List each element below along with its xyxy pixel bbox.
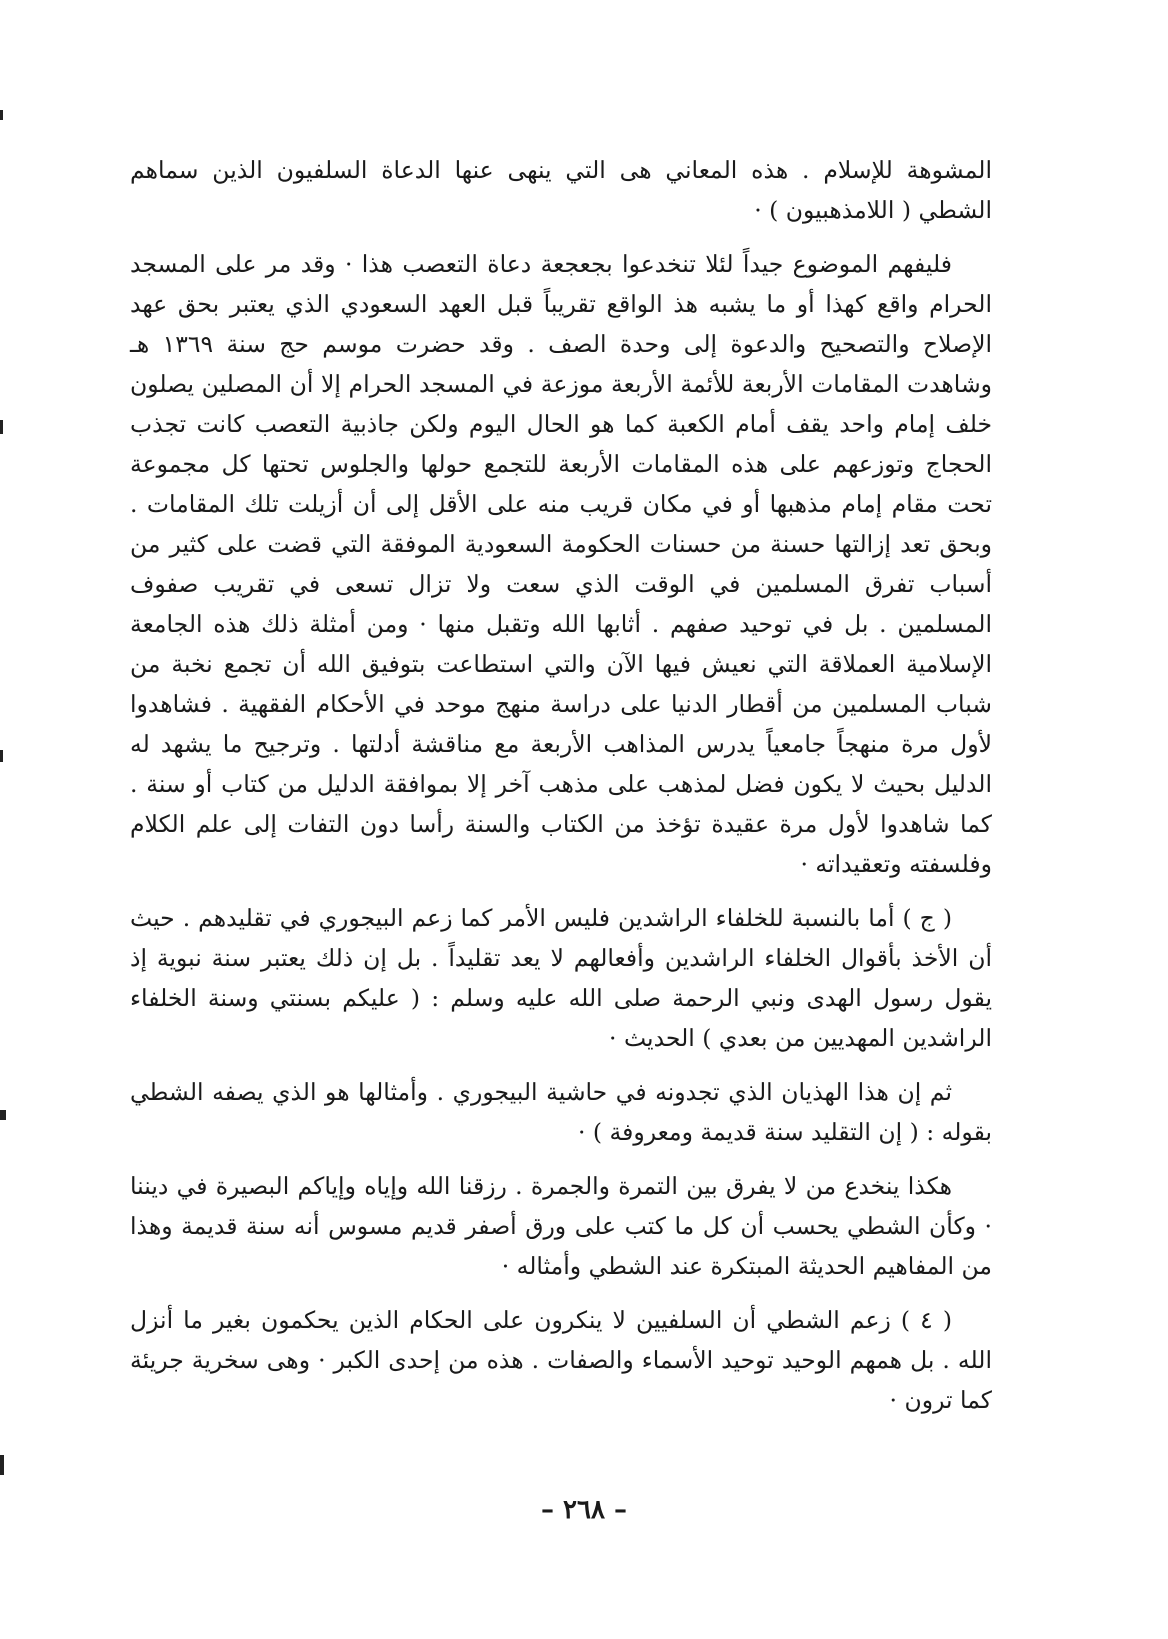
page-number: – ٢٦٨ – [540,1495,628,1525]
paragraph-1: المشوهة للإسلام . هذه المعاني هى التي ينهى عنها الدعاة السلفيون الذين سماهم الشطي ( اللامذهبيون ) · [130,156,992,224]
paragraph-4: ثم إن هذا الهذيان الذي تجدونه في حاشية البيجوري . وأمثالها هو الذي يصفه الشطي بقوله : ( إن التقليد سنة قديمة ومعروفة ) · [130,1078,992,1146]
scan-edge-mark [0,1110,6,1120]
paragraph-2: فليفهم الموضوع جيداً لئلا تنخدعوا بجعجعة دعاة التعصب هذا · وقد مر على المسجد الحرام واقع كهذا أو ما يشبه هذ الواقع تقريباً قبل العهد السعودي الذي يعتبر بحق عهد الإصلاح والتصحيح والدعوة إلى وحدة الصف . وقد حضرت موسم حج سنة ١٣٦٩ هـ وشاهدت المقامات الأربعة للأئمة الأربعة موزعة في المسجد الحرام إلا أن المصلين يصلون خلف إمام واحد يقف أمام الكعبة كما هو الحال اليوم ولكن جاذبية التعصب كانت تجذب الحجاج وتوزعهم على هذه المقامات الأربعة للتجمع حولها والجلوس تحتها كل مجموعة تحت مقام إمام مذهبها أو في مكان قريب منه على الأقل إلى أن أزيلت تلك المقامات . وبحق تعد إزالتها حسنة من حسنات الحكومة السعودية الموفقة التي قضت على كثير من أسباب تفرق المسلمين في الوقت الذي سعت ولا تزال تسعى في تقريب صفوف المسلمين . بل في توحيد صفهم . أثابها الله وتقبل منها · ومن أمثلة ذلك هذه الجامعة الإسلامية العملاقة التي نعيش فيها الآن والتي استطاعت بتوفيق الله أن تجمع نخبة من شباب المسلمين من أقطار الدنيا على دراسة منهج موحد في الأحكام الفقهية . فشاهدوا لأول مرة منهجاً جامعياً يدرس المذاهب الأربعة مع مناقشة أدلتها . وترجيح ما يشهد له الدليل بحيث لا يكون فضل لمذهب على مذهب آخر إلا بموافقة الدليل من كتاب أو سنة . كما شاهدوا لأول مرة عقيدة تؤخذ من الكتاب والسنة رأسا دون التفات إلى علم الكلام وفلسفته وتعقيداته · [130,250,992,878]
scan-edge-mark [0,420,3,434]
paragraph-6: ( ٤ ) زعم الشطي أن السلفيين لا ينكرون على الحكام الذين يحكمون بغير ما أنزل الله . بل همهم الوحيد توحيد الأسماء والصفات . هذه من إحدى الكبر · وهى سخرية جريئة كما ترون · [130,1306,992,1414]
scan-edge-mark [0,110,3,120]
paragraph-5: هكذا ينخدع من لا يفرق بين التمرة والجمرة . رزقنا الله وإياه وإياكم البصيرة في ديننا · وكأن الشطي يحسب أن كل ما كتب على ورق أصفر قديم مسوس أنه سنة قديمة وهذا من المفاهيم الحديثة المبتكرة عند الشطي وأمثاله · [130,1172,992,1280]
paragraph-3: ( ج ) أما بالنسبة للخلفاء الراشدين فليس الأمر كما زعم البيجوري في تقليدهم . حيث أن الأخذ بأقوال الخلفاء الراشدين وأفعالهم لا يعد تقليداً . بل إن ذلك يعتبر سنة نبوية إذ يقول رسول الهدى ونبي الرحمة صلى الله عليه وسلم : ( عليكم بسنتي وسنة الخلفاء الراشدين المهديين من بعدي ) الحديث · [130,904,992,1052]
page-body [130,150,992,1420]
scan-edge-mark [0,750,3,762]
scan-edge-mark [0,1455,4,1475]
